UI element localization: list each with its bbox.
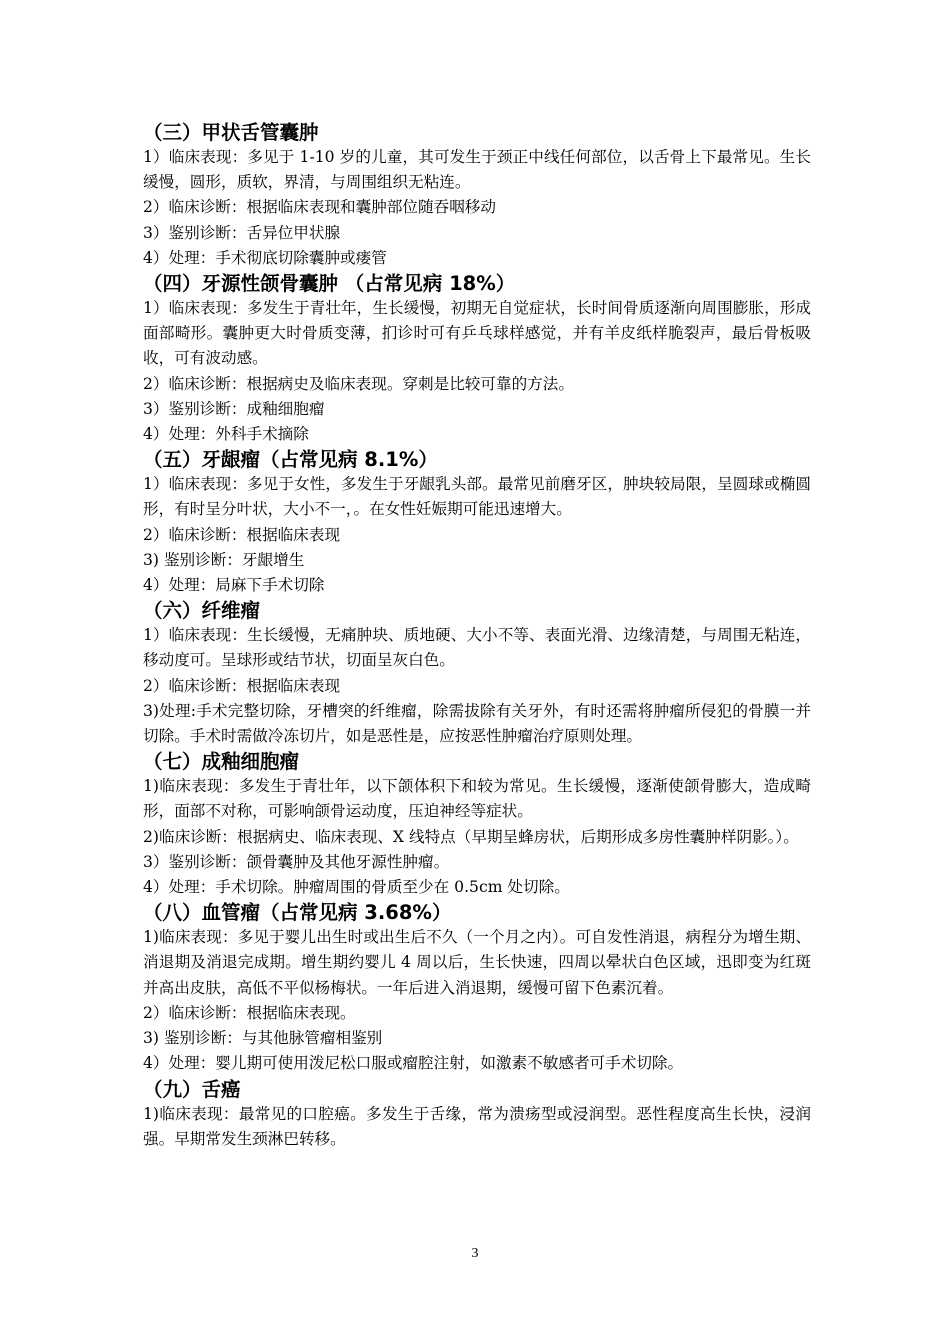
paragraph-line: 2）临床诊断：根据病史及临床表现。穿刺是比较可靠的方法。 bbox=[143, 374, 574, 393]
page-number: 3 bbox=[471, 1246, 479, 1261]
paragraph-line: 3）鉴别诊断：舌异位甲状腺 bbox=[143, 223, 341, 242]
section-heading: （四）牙源性颌骨囊肿 （占常见病 18%） bbox=[143, 272, 516, 296]
paragraph-line: 2）临床诊断：根据临床表现 bbox=[143, 676, 341, 695]
section-ameloblastoma bbox=[143, 749, 811, 900]
section-heading: （五）牙龈瘤（占常见病 8.1%） bbox=[143, 448, 438, 472]
paragraph-line: 1）临床表现：多见于女性，多发生于牙龈乳头部。最常见前磨牙区，肿块较局限，呈圆球或椭圆形，有时呈分叶状，大小不一，。在女性妊娠期可能迅速增大。 bbox=[143, 475, 811, 519]
paragraph-line: 1）临床表现：生长缓慢，无痛肿块、质地硬、大小不等、表面光滑、边缘清楚，与周围无粘连，移动度可。呈球形或结节状，切面呈灰白色。 bbox=[143, 626, 811, 670]
paragraph-line: 1)临床表现：最常见的口腔癌。多发生于舌缘，常为溃疡型或浸润型。恶性程度高生长快，浸润强。早期常发生颈淋巴转移。 bbox=[143, 1104, 811, 1148]
section-tongue-cancer bbox=[143, 1077, 811, 1152]
section-odontogenic-cyst bbox=[143, 271, 811, 447]
paragraph-line: 2）临床诊断：根据临床表现 bbox=[143, 525, 341, 544]
paragraph-line: 1)临床表现：多发生于青壮年，以下颌体积下和较为常见。生长缓慢，逐渐使颌骨膨大，造成畸形，面部不对称，可影响颌骨运动度，压迫神经等症状。 bbox=[143, 777, 811, 821]
paragraph-line: 3) 鉴别诊断：与其他脉管瘤相鉴别 bbox=[143, 1029, 383, 1048]
section-heading: （三）甲状舌管囊肿 bbox=[143, 121, 319, 144]
paragraph-line: 4）处理：局麻下手术切除 bbox=[143, 576, 325, 595]
paragraph-line: 2）临床诊断：根据临床表现。 bbox=[143, 1003, 356, 1022]
section-fibroma bbox=[143, 598, 811, 749]
paragraph-line: 3)处理:手术完整切除，牙槽突的纤维瘤，除需拔除有关牙外，有时还需将肿瘤所侵犯的骨膜一并切除。手术时需做冷冻切片，如是恶性是，应按恶性肿瘤治疗原则处理。 bbox=[143, 701, 811, 746]
section-heading: （九）舌癌 bbox=[143, 1077, 241, 1101]
section-heading: （七）成釉细胞瘤 bbox=[143, 750, 300, 774]
section-epulis bbox=[143, 447, 811, 598]
paragraph-line: 1）临床表现：多见于 1-10 岁的儿童，其可发生于颈正中线任何部位，以舌骨上下最常见。生长缓慢，圆形，质软，界清，与周围组织无粘连。 bbox=[143, 148, 811, 192]
section-thyroglossal-cyst bbox=[143, 120, 811, 271]
section-heading: （八）血管瘤（占常见病 3.68%） bbox=[143, 901, 452, 925]
paragraph-line: 2)临床诊断：根据病史、临床表现、X 线特点（早期呈蜂房状，后期形成多房性囊肿样阴影。）。 bbox=[143, 827, 799, 846]
paragraph-line: 4）处理：手术彻底切除囊肿或瘘管 bbox=[143, 248, 387, 267]
paragraph-line: 4）处理：婴儿期可使用泼尼松口服或瘤腔注射，如激素不敏感者可手术切除。 bbox=[143, 1054, 684, 1073]
paragraph-line: 1）临床表现：多发生于青壮年，生长缓慢，初期无自觉症状，长时间骨质逐渐向周围膨胀，形成面部畸形。囊肿更大时骨质变薄，扪诊时可有乒乓球样感觉，并有羊皮纸样脆裂声，最后骨板吸收，可有波动感。 bbox=[143, 299, 811, 368]
paragraph-line: 1)临床表现：多见于婴儿出生时或出生后不久（一个月之内）。可自发性消退，病程分为增生期、消退期及消退完成期。增生期约婴儿 4 周以后，生长快速，四周以晕状白色区域，迅即变为红斑并高出皮肤，高低不平似杨梅状。一年后进入消退期，缓慢可留下色素沉着。 bbox=[143, 928, 811, 997]
paragraph-line: 2）临床诊断：根据临床表现和囊肿部位随吞咽移动 bbox=[143, 198, 496, 217]
paragraph-line: 4）处理：手术切除。肿瘤周围的骨质至少在 0.5cm 处切除。 bbox=[143, 878, 570, 897]
paragraph-line: 3) 鉴别诊断：牙龈增生 bbox=[143, 550, 305, 569]
paragraph-line: 3）鉴别诊断：颌骨囊肿及其他牙源性肿瘤。 bbox=[143, 852, 450, 871]
paragraph-line: 4）处理：外科手术摘除 bbox=[143, 425, 309, 444]
document-body bbox=[143, 120, 811, 1152]
section-hemangioma bbox=[143, 900, 811, 1076]
section-heading: （六）纤维瘤 bbox=[143, 599, 261, 623]
paragraph-line: 3）鉴别诊断：成釉细胞瘤 bbox=[143, 399, 325, 418]
